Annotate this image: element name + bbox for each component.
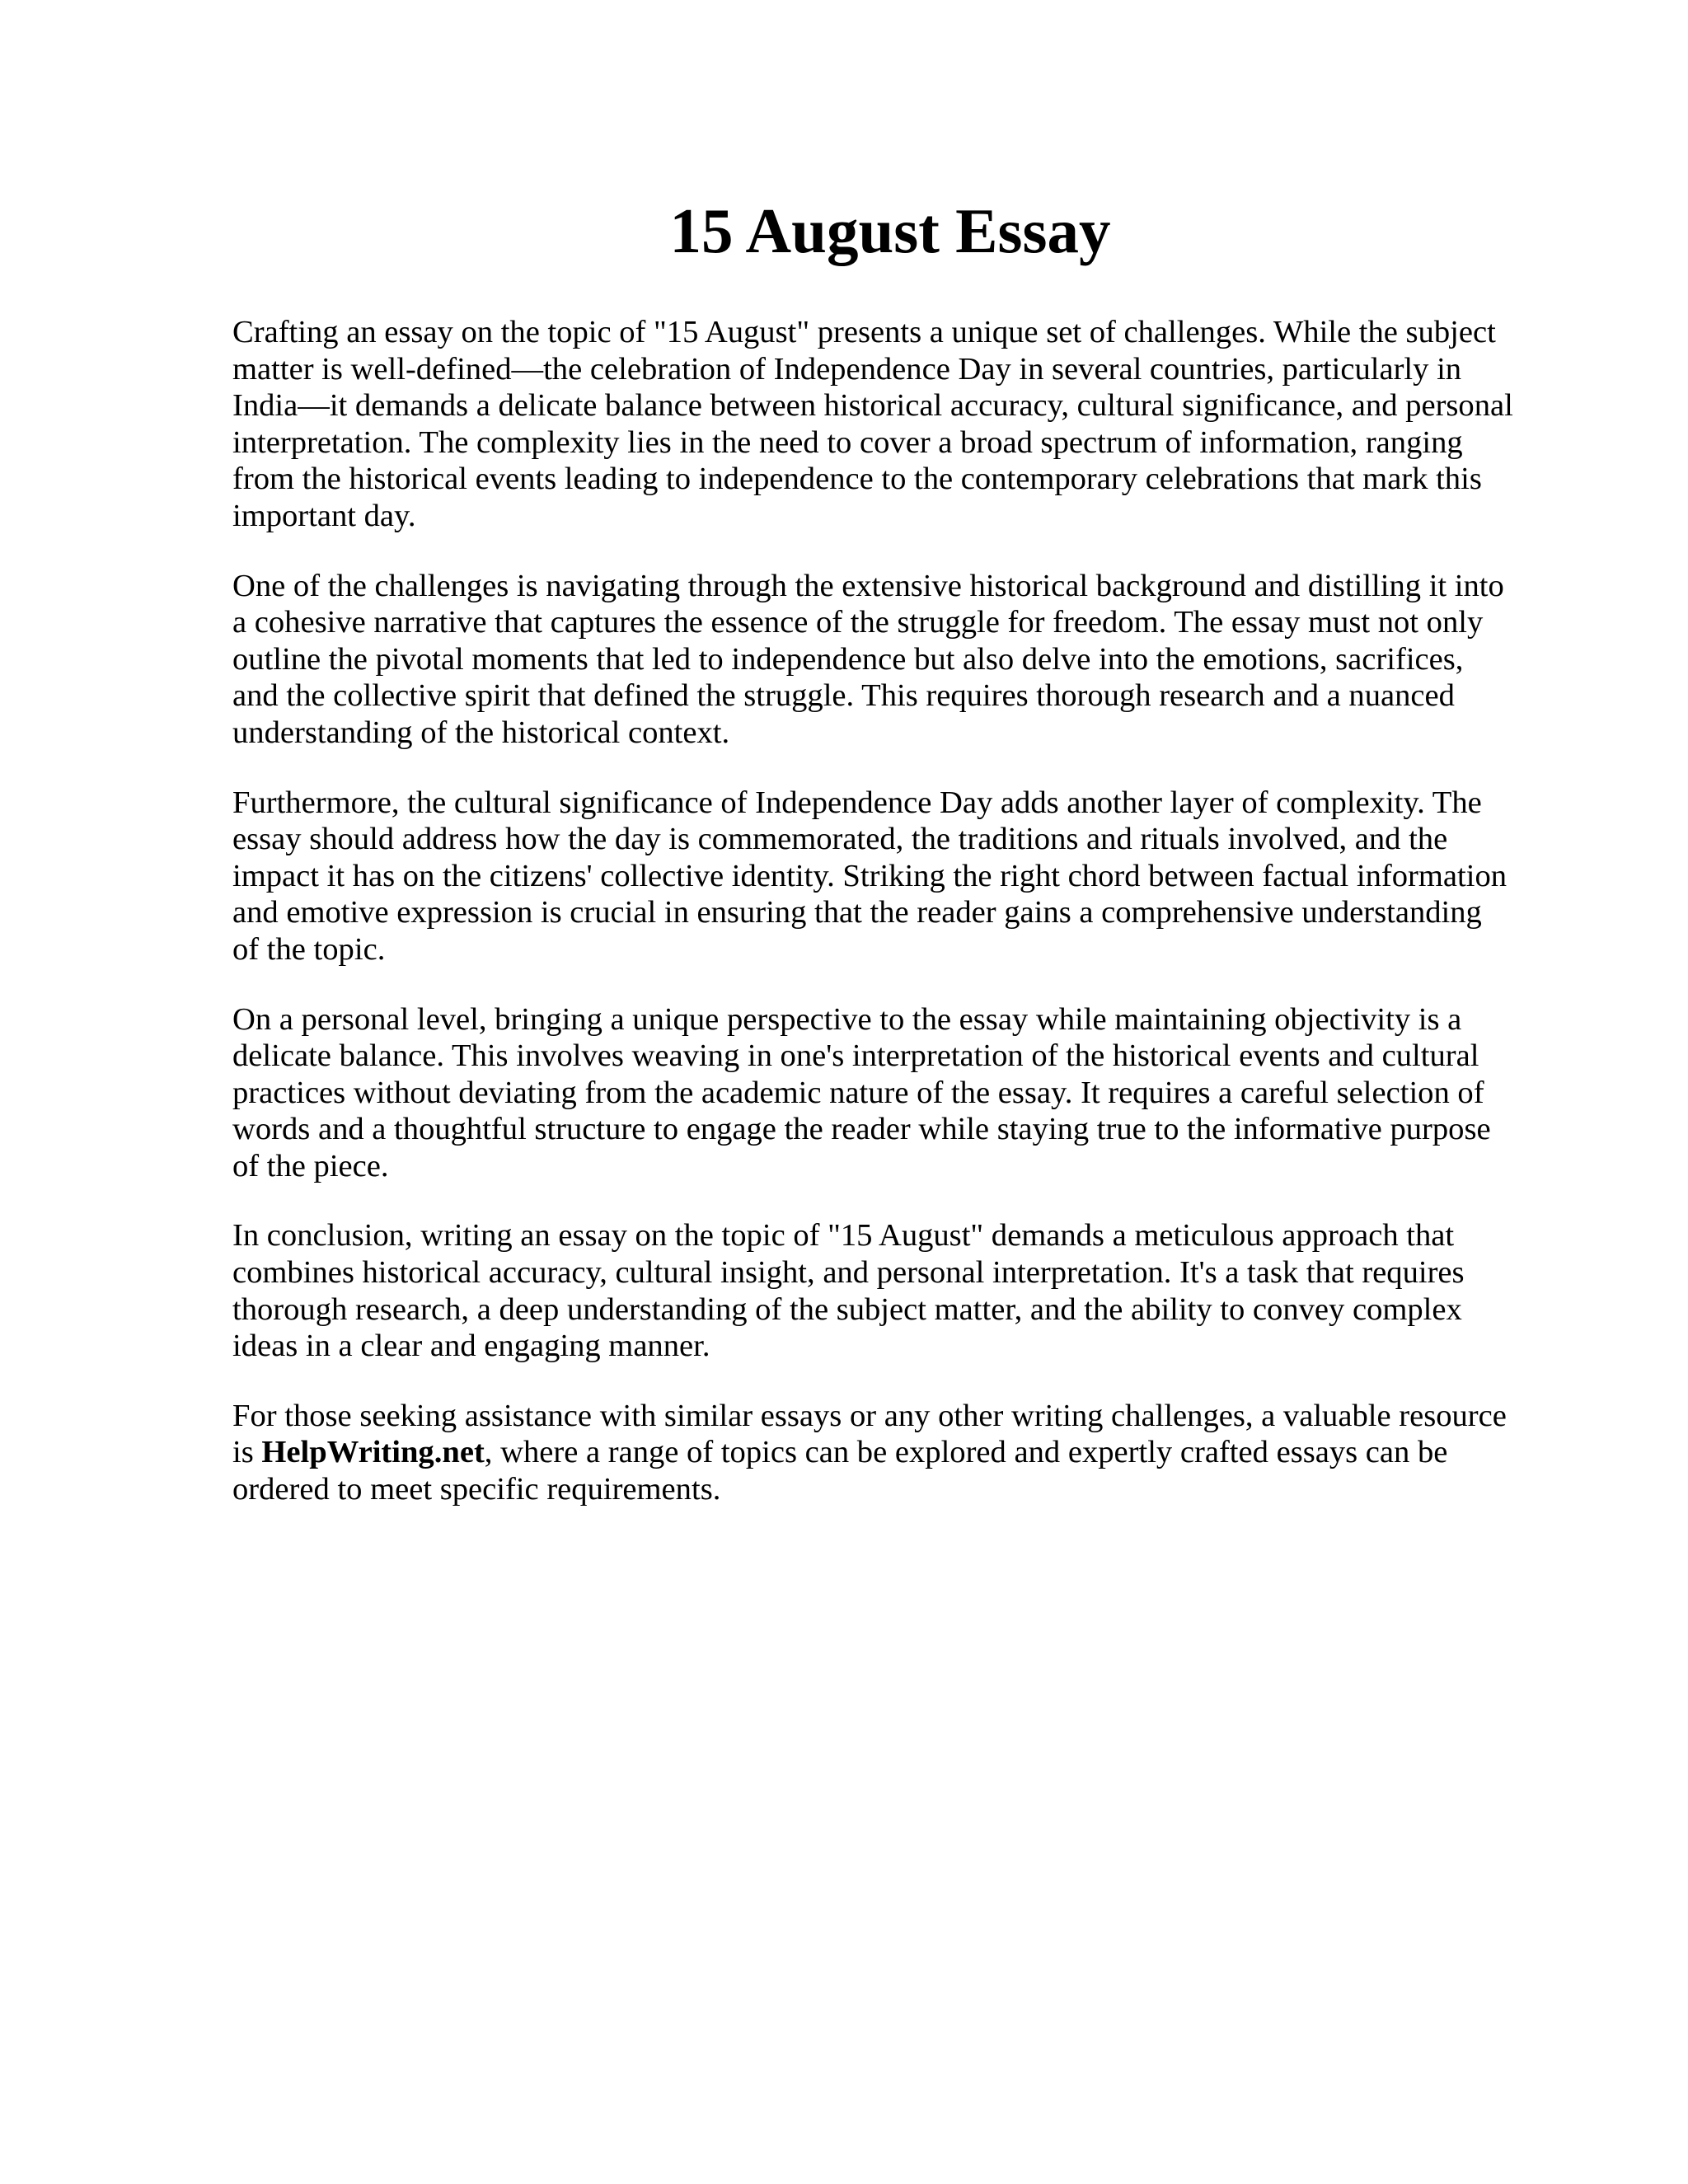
paragraph-closing-resource xyxy=(232,1398,1568,1508)
text-line: thorough research, a deep understanding of the subject matter, and the ability to convey complex xyxy=(232,1291,1462,1327)
paragraph-conclusion xyxy=(232,1217,1568,1364)
essay-body xyxy=(232,314,1568,1541)
text-line: practices without deviating from the academic nature of the essay. It requires a careful selection of xyxy=(232,1075,1484,1110)
paragraph-intro xyxy=(232,314,1568,535)
text-line: of the piece. xyxy=(232,1148,389,1183)
text-line: India—it demands a delicate balance between historical accuracy, cultural significance, and personal xyxy=(232,388,1513,424)
paragraph-cultural-significance xyxy=(232,785,1568,968)
text-line: a cohesive narrative that captures the essence of the struggle for freedom. The essay must not only xyxy=(232,605,1484,640)
text-line: important day. xyxy=(232,498,416,533)
text-line: delicate balance. This involves weaving in one's interpretation of the historical events and cultural xyxy=(232,1038,1479,1074)
text-line: For those seeking assistance with similar essays or any other writing challenges, a valuable resource xyxy=(232,1398,1507,1433)
closing-prefix: is xyxy=(232,1435,262,1470)
text-line: outline the pivotal moments that led to independence but also delve into the emotions, sacrifices, xyxy=(232,641,1464,677)
helpwriting-link[interactable]: HelpWriting.net xyxy=(261,1435,485,1470)
text-line: and the collective spirit that defined the struggle. This requires thorough research and a nuanced xyxy=(232,678,1455,714)
text-line: combines historical accuracy, cultural insight, and personal interpretation. It's a task that requires xyxy=(232,1255,1465,1291)
text-line: On a personal level, bringing a unique perspective to the essay while maintaining objectivity is a xyxy=(232,1001,1462,1037)
paragraph-personal-perspective xyxy=(232,1001,1568,1185)
text-line: Crafting an essay on the topic of "15 August" presents a unique set of challenges. While the subject xyxy=(232,315,1496,349)
text-line: One of the challenges is navigating through the extensive historical background and distilling it into xyxy=(232,568,1504,603)
text-line xyxy=(232,1434,1568,1471)
text-line: words and a thoughtful structure to engage the reader while staying true to the informative purpose xyxy=(232,1112,1491,1147)
text-line: In conclusion, writing an essay on the topic of "15 August" demands a meticulous approach that xyxy=(232,1218,1455,1254)
text-line: Furthermore, the cultural significance of Independence Day adds another layer of complexity. The xyxy=(232,785,1482,820)
closing-suffix: , where a range of topics can be explored and expertly crafted essays can be xyxy=(484,1435,1448,1470)
text-line: of the topic. xyxy=(232,931,386,967)
text-line: and emotive expression is crucial in ensuring that the reader gains a comprehensive understanding xyxy=(232,895,1482,930)
essay-title: 15 August Essay xyxy=(669,195,1111,266)
text-line: matter is well-defined—the celebration of Independence Day in several countries, particularly in xyxy=(232,351,1462,387)
text-line: essay should address how the day is commemorated, the traditions and rituals involved, and the xyxy=(232,822,1448,857)
text-line: interpretation. The complexity lies in the need to cover a broad spectrum of information, ranging xyxy=(232,424,1463,460)
text-line: from the historical events leading to independence to the contemporary celebrations that mark this xyxy=(232,462,1482,497)
paragraph-historical-background xyxy=(232,568,1568,752)
text-line: ideas in a clear and engaging manner. xyxy=(232,1329,710,1364)
text-line: understanding of the historical context. xyxy=(232,715,730,750)
text-line: impact it has on the citizens' collective identity. Striking the right chord between factual information xyxy=(232,858,1507,893)
text-line: ordered to meet specific requirements. xyxy=(232,1472,721,1507)
